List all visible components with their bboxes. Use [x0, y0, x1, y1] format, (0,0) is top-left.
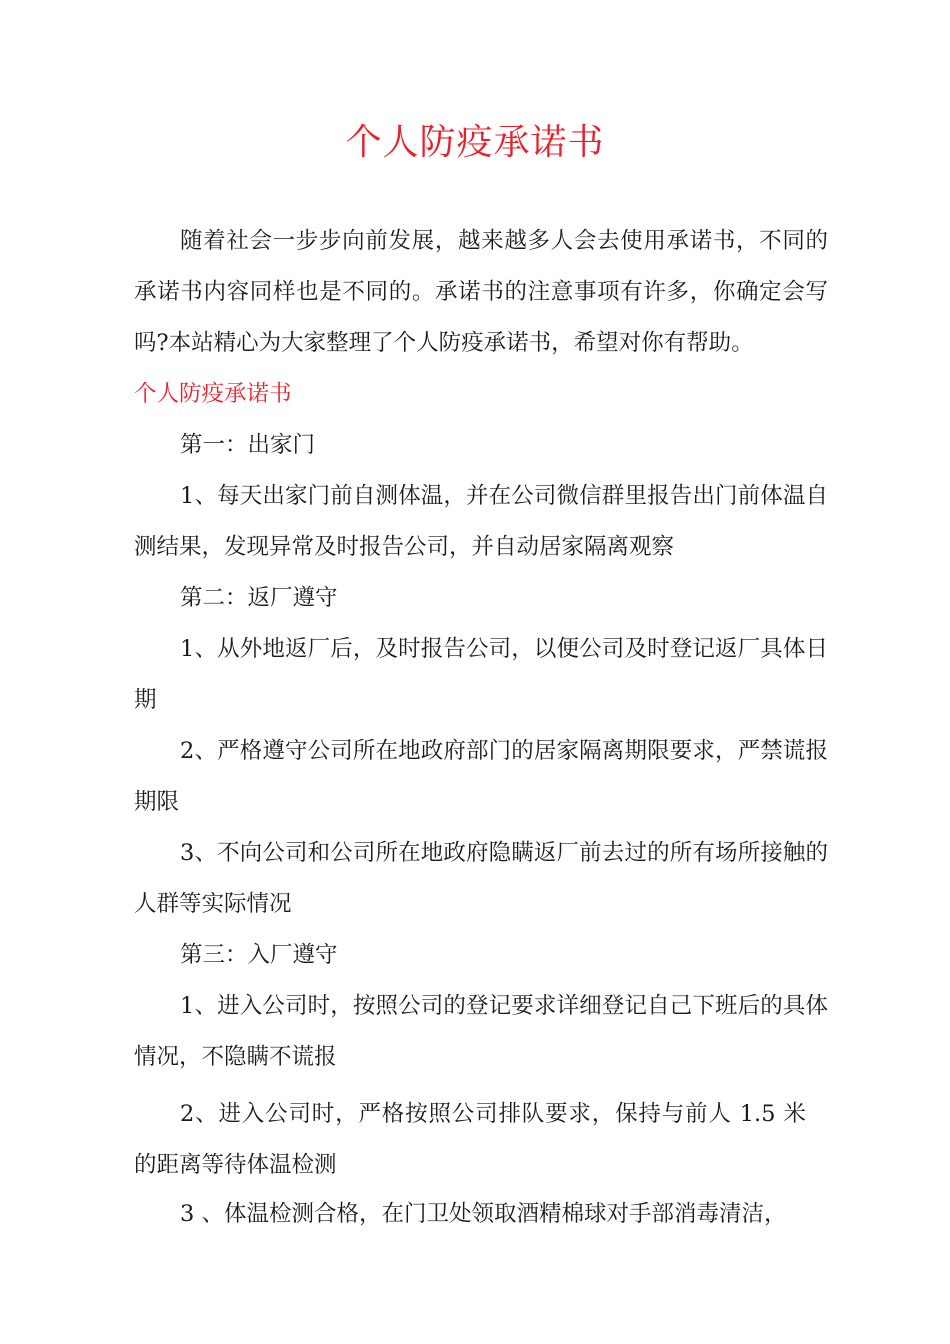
section-1-item-1: 1、每天出家门前自测体温，并在公司微信群里报告出门前体温自测结果，发现异常及时报告公司，并自动居家隔离观察: [134, 483, 828, 560]
section-2-item-2: 2、严格遵守公司所在地政府部门的居家隔离期限要求，严禁谎报期限: [134, 738, 828, 815]
section-3-item-3: 3 、体温检测合格，在门卫处领取酒精棉球对手部消毒清洁，: [180, 1201, 787, 1227]
intro-paragraph: 随着社会一步步向前发展，越来越多人会去使用承诺书，不同的承诺书内容同样也是不同的。承诺书的注意事项有许多，你确定会写吗?本站精心为大家整理了个人防疫承诺书，希望对你有帮助。: [134, 228, 828, 356]
section-2-item-1: 1、从外地返厂后，及时报告公司，以便公司及时登记返厂具体日期: [134, 636, 828, 713]
section-heading-3: 第三：入厂遵守: [180, 942, 338, 968]
section-heading-2: 第二：返厂遵守: [180, 585, 338, 611]
section-3-item-2: 2、进入公司时，严格按照公司排队要求，保持与前人 1.5 米的距离等待体温检测: [134, 1101, 806, 1178]
section-heading-1: 第一：出家门: [180, 432, 316, 458]
section-2-item-3: 3、不向公司和公司所在地政府隐瞒返厂前去过的所有场所接触的人群等实际情况: [134, 840, 828, 917]
document-title: 个人防疫承诺书: [345, 122, 605, 163]
subtitle: 个人防疫承诺书: [134, 381, 292, 407]
section-3-item-1: 1、进入公司时，按照公司的登记要求详细登记自己下班后的具体情况，不隐瞒不谎报: [134, 993, 828, 1070]
